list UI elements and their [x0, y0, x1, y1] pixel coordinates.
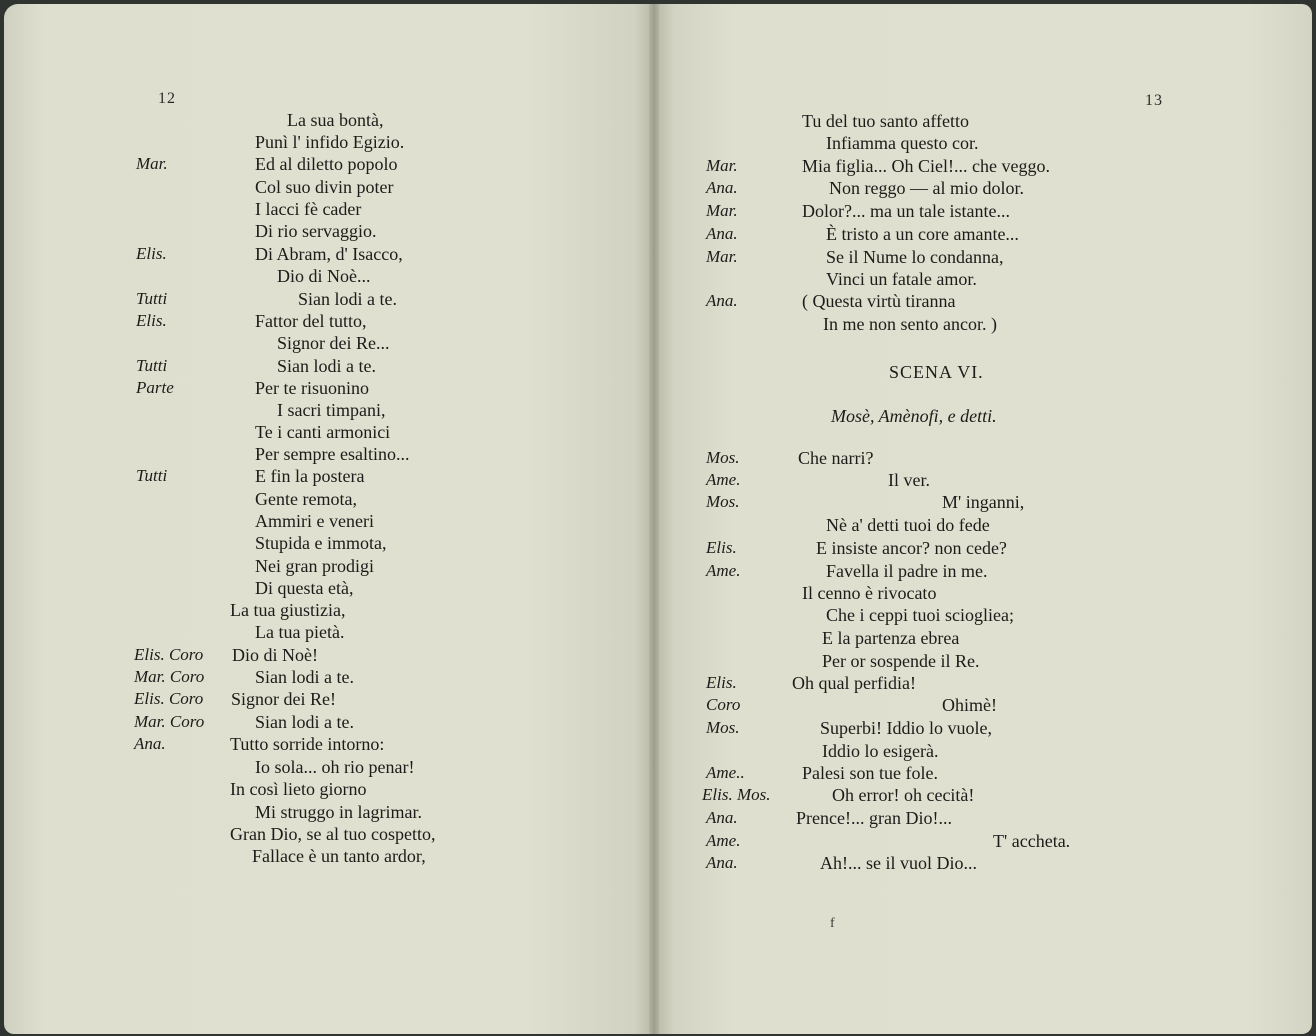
verse-line: Dio di Noè!	[232, 645, 318, 665]
verse-line: Tutto sorride intorno:	[230, 734, 385, 754]
verse-line: Gran Dio, se al tuo cospetto,	[230, 824, 436, 844]
verse-line: Dolor?... ma un tale istante...	[802, 201, 1010, 221]
verse-line: Vinci un fatale amor.	[826, 269, 977, 289]
verse-line: Iddio lo esigerà.	[822, 741, 939, 761]
verse-line: Per or sospende il Re.	[822, 651, 980, 671]
speaker-label: Ana.	[706, 178, 738, 197]
speaker-label: Ana.	[706, 808, 738, 827]
speaker-label: Mar.	[706, 156, 738, 175]
verse-line: E fin la postera	[255, 466, 365, 486]
speaker-label: Tutti	[136, 289, 168, 308]
speaker-label: Ana.	[134, 734, 166, 753]
verse-line: Fattor del tutto,	[255, 311, 367, 331]
speaker-label: Ana.	[706, 291, 738, 310]
speaker-label: Ame.	[706, 831, 741, 850]
speaker-label: Ame.	[706, 561, 741, 580]
speaker-label: Ame..	[706, 763, 745, 782]
verse-line: I lacci fè cader	[255, 199, 362, 219]
verse-line: Te i canti armonici	[255, 422, 391, 442]
verse-line: Fallace è un tanto ardor,	[252, 846, 426, 866]
verse-line: I sacri timpani,	[277, 400, 386, 420]
verse-line: Di questa età,	[255, 578, 354, 598]
verse-line: Per sempre esaltino...	[255, 444, 410, 464]
verse-line: ( Questa virtù tiranna	[802, 291, 956, 311]
speaker-label: Elis. Coro	[134, 645, 204, 664]
verse-line: Oh error! oh cecità!	[832, 785, 975, 805]
verse-line: Gente remota,	[255, 489, 357, 509]
speaker-label: Mos.	[706, 448, 740, 467]
verse-line: Oh qual perfidia!	[792, 673, 916, 693]
speaker-label: Elis.	[136, 311, 167, 330]
speaker-label: Elis. Mos.	[702, 785, 771, 804]
verse-line: Ammiri e veneri	[255, 511, 374, 531]
right-page-number: 13	[1145, 92, 1163, 109]
verse-line: Il ver.	[888, 470, 930, 490]
verse-line: Sian lodi a te.	[298, 289, 397, 309]
speaker-label: Coro	[706, 695, 741, 714]
verse-line: Stupida e immota,	[255, 533, 387, 553]
speaker-label: Mar.	[706, 247, 738, 266]
verse-line: Per te risuonino	[255, 378, 369, 398]
verse-line: Col suo divin poter	[255, 177, 394, 197]
verse-line: Di Abram, d' Isacco,	[255, 244, 403, 264]
speaker-label: Elis. Coro	[134, 689, 204, 708]
speaker-label: Elis.	[136, 244, 167, 263]
speaker-label: Elis.	[706, 538, 737, 557]
speaker-label: Tutti	[136, 466, 168, 485]
scene-heading: SCENA VI.	[889, 362, 984, 382]
verse-line: Prence!... gran Dio!...	[796, 808, 952, 828]
verse-line: Ah!... se il vuol Dio...	[820, 853, 977, 873]
verse-line: Superbi! Iddio lo vuole,	[820, 718, 992, 738]
verse-line: Di rio servaggio.	[255, 221, 377, 241]
scene-subtitle: Mosè, Amènofi, e detti.	[831, 406, 997, 426]
speaker-label: Mos.	[706, 492, 740, 511]
verse-line: Sian lodi a te.	[277, 356, 376, 376]
verse-line: Sian lodi a te.	[255, 712, 354, 732]
speaker-label: Mos.	[706, 718, 740, 737]
verse-line: Signor dei Re...	[277, 333, 390, 353]
verse-line: Infiamma questo cor.	[826, 133, 979, 153]
speaker-label: Ana.	[706, 224, 738, 243]
verse-line: Sian lodi a te.	[255, 667, 354, 687]
verse-line: Punì l' infido Egizio.	[255, 132, 405, 152]
verse-line: Palesi son tue fole.	[802, 763, 938, 783]
verse-line: Che i ceppi tuoi sciogliea;	[826, 605, 1014, 625]
verse-line: Favella il padre in me.	[826, 561, 988, 581]
verse-line: Nei gran prodigi	[255, 556, 374, 576]
speaker-label: Mar.	[136, 154, 168, 173]
verse-line: Che narri?	[798, 448, 874, 468]
verse-line: È tristo a un core amante...	[826, 224, 1019, 244]
verse-line: La sua bontà,	[287, 110, 384, 130]
speaker-label: Tutti	[136, 356, 168, 375]
verse-line: Ed al diletto popolo	[255, 154, 398, 174]
book-gutter	[649, 4, 659, 1034]
verse-line: In me non sento ancor. )	[823, 314, 997, 334]
speaker-label: Mar. Coro	[134, 712, 205, 731]
verse-line: Tu del tuo santo affetto	[802, 111, 969, 131]
verse-line: E la partenza ebrea	[822, 628, 960, 648]
verse-line: Nè a' detti tuoi do fede	[826, 515, 990, 535]
verse-line: Mia figlia... Oh Ciel!... che veggo.	[802, 156, 1050, 176]
verse-line: La tua pietà.	[255, 622, 345, 642]
verse-line: Io sola... oh rio penar!	[255, 757, 415, 777]
speaker-label: Mar.	[706, 201, 738, 220]
verse-line: Ohimè!	[942, 695, 997, 715]
speaker-label: Elis.	[706, 673, 737, 692]
verse-line: Mi struggo in lagrimar.	[255, 802, 422, 822]
verse-line: M' inganni,	[942, 492, 1025, 512]
verse-line: Il cenno è rivocato	[802, 583, 937, 603]
left-page-number: 12	[158, 90, 176, 107]
verse-line: Non reggo — al mio dolor.	[829, 178, 1024, 198]
speaker-label: Mar. Coro	[134, 667, 205, 686]
verse-line: In così lieto giorno	[230, 779, 367, 799]
verse-line: La tua giustizia,	[230, 600, 346, 620]
speaker-label: Ame.	[706, 470, 741, 489]
verse-line: Signor dei Re!	[231, 689, 336, 709]
verse-line: T' accheta.	[993, 831, 1071, 851]
signature-mark: f	[830, 916, 835, 931]
speaker-label: Ana.	[706, 853, 738, 872]
speaker-label: Parte	[136, 378, 174, 397]
verse-line: E insiste ancor? non cede?	[816, 538, 1007, 558]
verse-line: Se il Nume lo condanna,	[826, 247, 1004, 267]
verse-line: Dio di Noè...	[277, 266, 371, 286]
